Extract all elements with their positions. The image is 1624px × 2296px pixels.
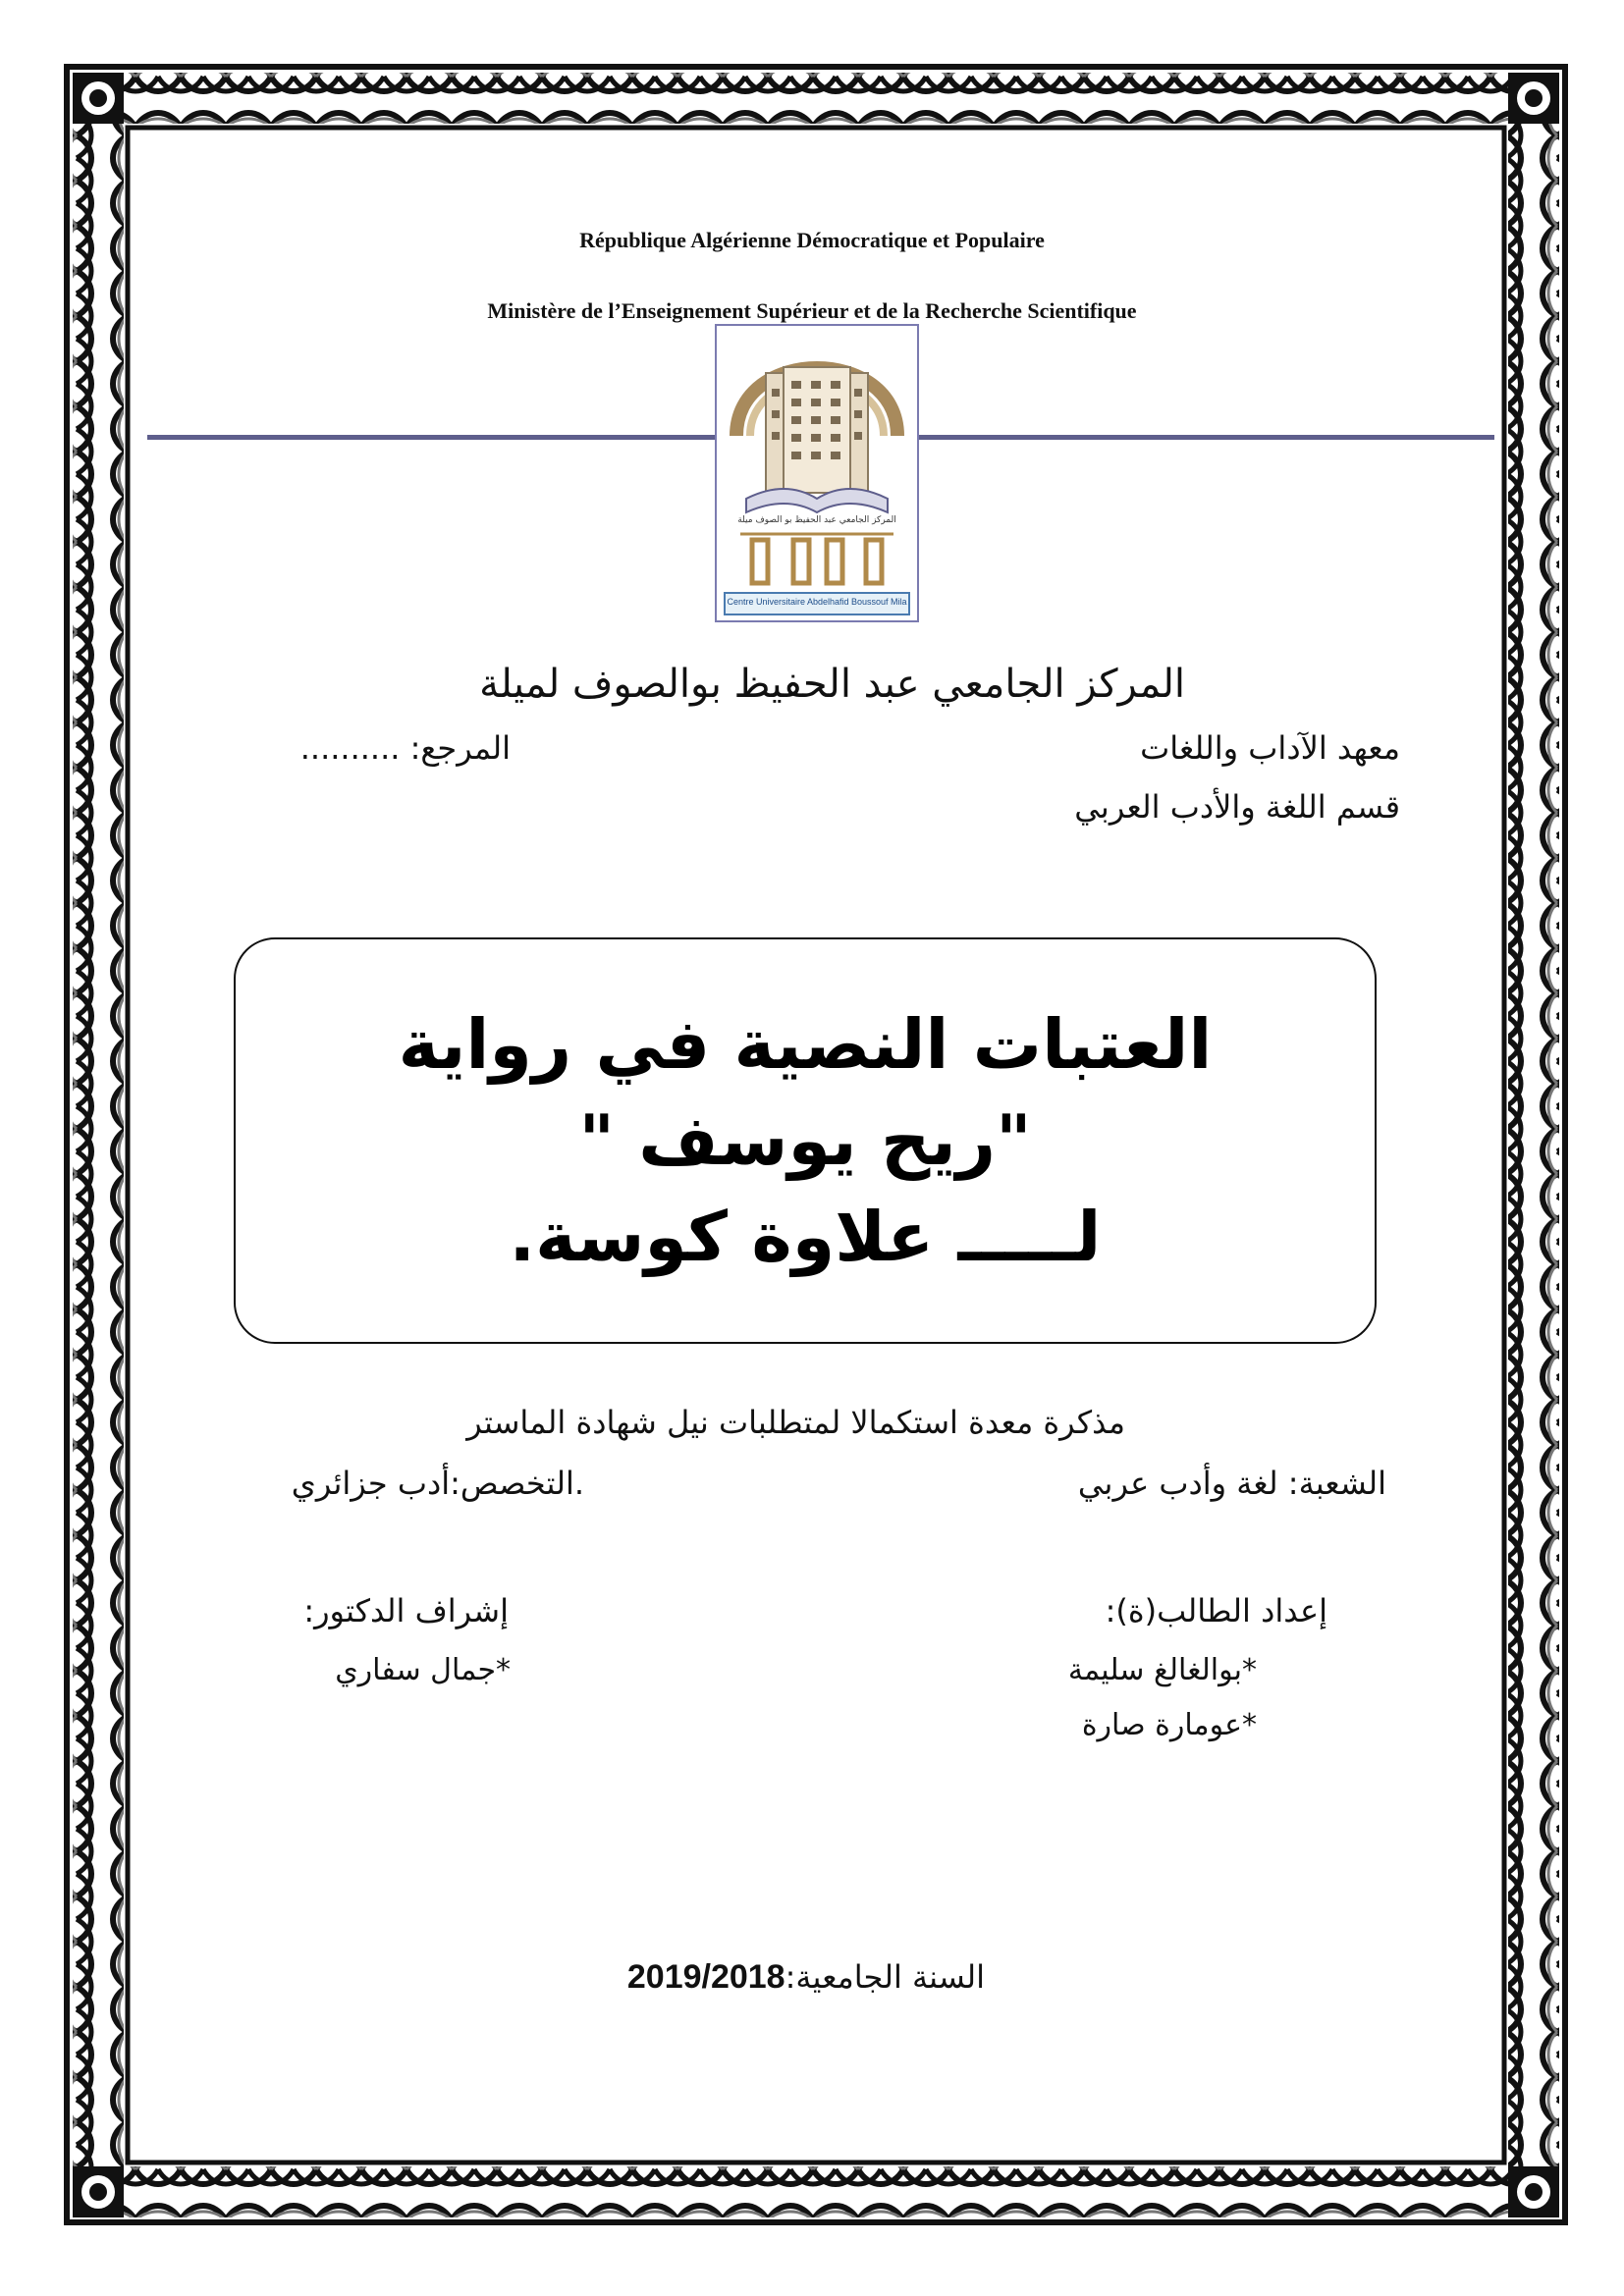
republic-heading: République Algérienne Démocratique et Populaire [579, 228, 1045, 252]
thesis-title-line-3: لـــــ علاوة كوسة. [509, 1197, 1102, 1277]
specialty-field: .التخصص:أدب جزائري [291, 1465, 584, 1502]
corner-ornament-top-left [73, 73, 124, 124]
center-name: المركز الجامعي عبد الحفيظ بوالصوف لميلة [479, 662, 1185, 707]
corner-ornament-top-right [1508, 73, 1559, 124]
thesis-title-line-1: العتبات النصية في رواية [398, 1004, 1213, 1085]
university-logo [715, 324, 919, 622]
student-name: *عومارة صارة [1081, 1708, 1257, 1742]
academic-year-label: السنة الجامعية: [785, 1958, 985, 1996]
student-name: *بوالغالغ سليمة [1067, 1653, 1257, 1687]
department-name: قسم اللغة والأدب العربي [1074, 788, 1400, 826]
corner-ornament-bottom-right [1508, 2166, 1559, 2217]
ministry-heading: Ministère de l’Enseignement Supérieur et de la Recherche Scientifique [487, 298, 1137, 323]
corner-ornament-bottom-left [73, 2166, 124, 2217]
memo-purpose: مذكرة معدة استكمالا لمتطلبات نيل شهادة الماستر [466, 1404, 1125, 1441]
supervisor-heading: إشراف الدكتور: [303, 1592, 509, 1629]
thesis-title-box [234, 937, 1377, 1344]
institute-name: معهد الآداب واللغات [1140, 729, 1400, 767]
branch-field: الشعبة: لغة وأدب عربي [1077, 1465, 1386, 1502]
thesis-title-line-2: "ريح يوسف " [578, 1100, 1032, 1181]
reference-field: المرجع: .......... [299, 729, 511, 767]
academic-year [627, 1958, 985, 1997]
university-logo-graphic [717, 326, 917, 620]
academic-year-value: 2019/2018 [626, 1958, 785, 1996]
header-divider-right [915, 435, 1494, 440]
header-divider-left [147, 435, 715, 440]
supervisor-name: *جمال سفاري [335, 1653, 511, 1687]
students-heading: إعداد الطالب(ة): [1105, 1592, 1327, 1629]
logo-latin-caption: Centre Universitaire Abdelhafid Boussouf Mila [727, 597, 907, 607]
logo-arabic-caption: المركز الجامعي عبد الحفيظ بو الصوف ميلة [737, 515, 896, 525]
